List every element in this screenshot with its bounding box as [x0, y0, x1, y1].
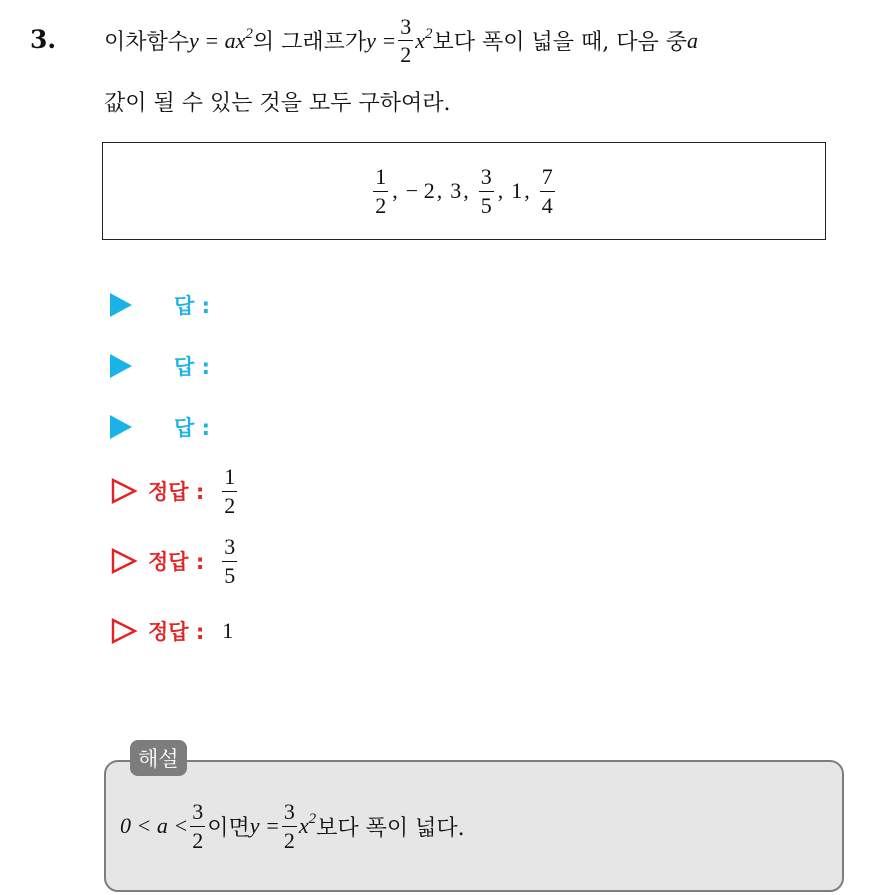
- choice-separator: ,: [524, 178, 530, 203]
- question-text-line2: 값이 될 수 있는 것을 모두 구하여라.: [104, 91, 451, 116]
- solution-tag: 해설: [130, 740, 187, 776]
- solution-box: [104, 760, 844, 892]
- fraction-denominator: 5: [480, 192, 492, 218]
- math-x-squared: [299, 813, 316, 839]
- math-variable-a: a: [687, 27, 699, 53]
- question-text-part: 보다 폭이 넓을 때, 다음 중: [432, 30, 688, 56]
- correct-answer-row: [110, 603, 233, 659]
- answer-row[interactable]: [110, 346, 210, 386]
- correct-answer-row: [110, 463, 239, 519]
- math-quadratic: [189, 25, 253, 54]
- solution-text-part: 이면: [207, 815, 250, 841]
- outline-triangle-icon: [110, 547, 138, 575]
- answer-label: 답 :: [174, 294, 210, 318]
- question-text-part: 이차함수: [104, 30, 190, 56]
- math-y-equals: y =: [366, 27, 397, 53]
- choice-separator: ,: [463, 178, 469, 203]
- math-fraction: [398, 15, 413, 66]
- answer-label: 답 :: [174, 355, 210, 379]
- fraction-denominator: 4: [541, 192, 553, 218]
- fraction-denominator: 2: [192, 827, 204, 853]
- math-x-squared: [415, 25, 433, 54]
- choice-fraction: [540, 165, 555, 216]
- fraction-denominator: 2: [224, 492, 236, 518]
- fraction-numerator: 7: [540, 165, 555, 191]
- filled-triangle-icon: [110, 415, 132, 439]
- correct-answer-label: 정답 :: [148, 480, 205, 504]
- answer-label: 답 :: [174, 416, 210, 440]
- fraction-numerator: 1: [222, 465, 237, 491]
- fraction-numerator: 3: [222, 535, 237, 561]
- correct-answer-row: [110, 533, 239, 589]
- fraction-denominator: 2: [375, 192, 387, 218]
- math-fraction: [190, 800, 205, 851]
- choice-box: [102, 142, 826, 240]
- choice-value: − 2: [405, 178, 435, 203]
- correct-answer-label: 정답 :: [148, 550, 205, 574]
- question-number: 3.: [30, 25, 57, 54]
- math-y-equals: y =: [249, 813, 280, 838]
- solution-inequality: 0 < a <: [120, 813, 189, 838]
- fraction-denominator: 5: [224, 562, 236, 588]
- correct-answer-label: 정답 :: [148, 620, 205, 644]
- math-exponent: 2: [245, 25, 253, 42]
- fraction-numerator: 3: [190, 800, 205, 826]
- fraction-numerator: 3: [398, 15, 413, 41]
- fraction-denominator: 2: [283, 827, 295, 853]
- fraction-numerator: 3: [479, 165, 494, 191]
- math-expr: x: [298, 813, 309, 838]
- math-fraction: [282, 800, 297, 851]
- correct-answer-fraction: [222, 465, 237, 516]
- math-expr: y = ax: [189, 27, 246, 53]
- choice-value: 3: [450, 178, 462, 203]
- choice-separator: ,: [392, 178, 398, 203]
- correct-answer-fraction: [222, 535, 237, 586]
- correct-answer-value: 1: [222, 618, 234, 643]
- solution-text-part: 보다 폭이 넓다.: [316, 815, 465, 841]
- filled-triangle-icon: [110, 354, 132, 378]
- fraction-denominator: 2: [400, 42, 412, 68]
- choice-separator: ,: [436, 178, 443, 203]
- choice-value: 1: [511, 178, 523, 203]
- math-exponent: 2: [308, 811, 317, 827]
- question-text-line1: [104, 15, 698, 66]
- choice-separator: ,: [497, 178, 504, 203]
- choice-fraction: [479, 165, 494, 216]
- fraction-numerator: 1: [373, 165, 388, 191]
- answer-row[interactable]: [110, 407, 210, 447]
- math-expr: x: [415, 27, 426, 53]
- outline-triangle-icon: [110, 477, 138, 505]
- filled-triangle-icon: [110, 293, 132, 317]
- choice-fraction: [373, 165, 388, 216]
- answer-row[interactable]: [110, 285, 210, 325]
- math-exponent: 2: [425, 25, 433, 42]
- question-text-part: 의 그래프가: [252, 30, 367, 56]
- outline-triangle-icon: [110, 617, 138, 645]
- fraction-numerator: 3: [282, 800, 297, 826]
